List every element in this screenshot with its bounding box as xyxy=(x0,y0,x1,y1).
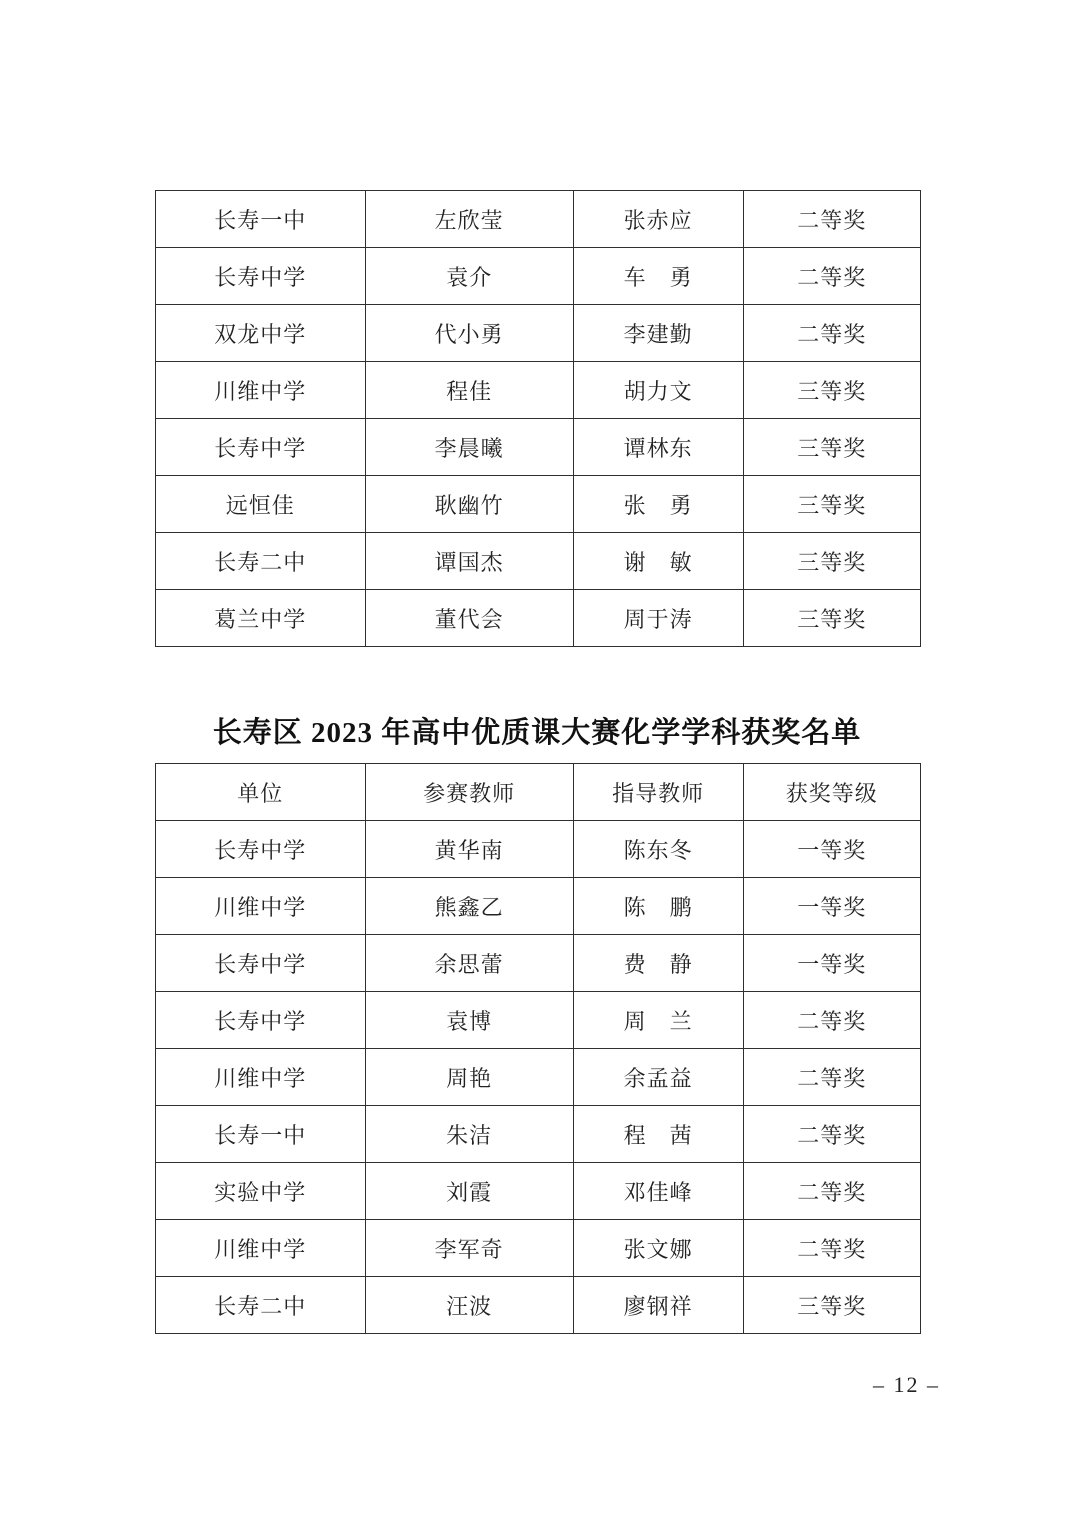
award-cell: 二等奖 xyxy=(743,248,920,305)
award-cell: 一等奖 xyxy=(743,878,920,935)
award-table-continued xyxy=(155,190,921,647)
teacher-cell: 代小勇 xyxy=(365,305,573,362)
advisor-cell: 胡力文 xyxy=(573,362,743,419)
table-row xyxy=(156,1277,921,1334)
advisor-cell: 程 茜 xyxy=(573,1106,743,1163)
award-cell: 二等奖 xyxy=(743,191,920,248)
table-row xyxy=(156,248,921,305)
teacher-cell: 袁博 xyxy=(365,992,573,1049)
award-cell: 一等奖 xyxy=(743,935,920,992)
teacher-cell: 朱洁 xyxy=(365,1106,573,1163)
section-title: 长寿区 2023 年高中优质课大赛化学学科获奖名单 xyxy=(212,717,862,749)
advisor-cell: 张文娜 xyxy=(573,1220,743,1277)
table-row xyxy=(156,590,921,647)
advisor-cell: 余孟益 xyxy=(573,1049,743,1106)
advisor-cell: 周于涛 xyxy=(573,590,743,647)
advisor-cell: 谢 敏 xyxy=(573,533,743,590)
award-cell: 三等奖 xyxy=(743,533,920,590)
unit-cell: 川维中学 xyxy=(156,362,366,419)
award-cell: 三等奖 xyxy=(743,362,920,419)
advisor-cell: 邓佳峰 xyxy=(573,1163,743,1220)
table-row xyxy=(156,1220,921,1277)
unit-cell: 长寿中学 xyxy=(156,419,366,476)
award-cell: 一等奖 xyxy=(743,821,920,878)
unit-cell: 长寿二中 xyxy=(156,1277,366,1334)
award-cell: 二等奖 xyxy=(743,1106,920,1163)
teacher-cell: 李军奇 xyxy=(365,1220,573,1277)
table-row xyxy=(156,191,921,248)
table-row xyxy=(156,935,921,992)
table-row xyxy=(156,362,921,419)
table-row xyxy=(156,305,921,362)
award-cell: 三等奖 xyxy=(743,476,920,533)
unit-cell: 双龙中学 xyxy=(156,305,366,362)
table-row xyxy=(156,1163,921,1220)
award-cell: 二等奖 xyxy=(743,305,920,362)
teacher-cell: 李晨曦 xyxy=(365,419,573,476)
unit-cell: 长寿中学 xyxy=(156,821,366,878)
unit-cell: 实验中学 xyxy=(156,1163,366,1220)
advisor-header: 指导教师 xyxy=(573,764,743,821)
award-cell: 三等奖 xyxy=(743,1277,920,1334)
chemistry-award-table xyxy=(155,763,921,1334)
teacher-cell: 余思蕾 xyxy=(365,935,573,992)
table-row xyxy=(156,419,921,476)
teacher-cell: 程佳 xyxy=(365,362,573,419)
table-row xyxy=(156,476,921,533)
advisor-cell: 费 静 xyxy=(573,935,743,992)
teacher-header: 参赛教师 xyxy=(365,764,573,821)
unit-cell: 长寿一中 xyxy=(156,191,366,248)
table-row xyxy=(156,992,921,1049)
teacher-cell: 谭国杰 xyxy=(365,533,573,590)
unit-cell: 长寿中学 xyxy=(156,935,366,992)
award-header: 获奖等级 xyxy=(743,764,920,821)
advisor-cell: 谭林东 xyxy=(573,419,743,476)
unit-cell: 长寿中学 xyxy=(156,248,366,305)
award-cell: 二等奖 xyxy=(743,1220,920,1277)
teacher-cell: 耿幽竹 xyxy=(365,476,573,533)
unit-cell: 川维中学 xyxy=(156,1220,366,1277)
table-row xyxy=(156,533,921,590)
teacher-cell: 黄华南 xyxy=(365,821,573,878)
award-cell: 三等奖 xyxy=(743,419,920,476)
advisor-cell: 张赤应 xyxy=(573,191,743,248)
advisor-cell: 陈 鹏 xyxy=(573,878,743,935)
unit-cell: 葛兰中学 xyxy=(156,590,366,647)
teacher-cell: 左欣莹 xyxy=(365,191,573,248)
unit-cell: 远恒佳 xyxy=(156,476,366,533)
unit-cell: 川维中学 xyxy=(156,1049,366,1106)
table-row xyxy=(156,1049,921,1106)
teacher-cell: 董代会 xyxy=(365,590,573,647)
award-cell: 二等奖 xyxy=(743,1049,920,1106)
unit-cell: 长寿二中 xyxy=(156,533,366,590)
advisor-cell: 廖钢祥 xyxy=(573,1277,743,1334)
unit-header: 单位 xyxy=(156,764,366,821)
teacher-cell: 袁介 xyxy=(365,248,573,305)
teacher-cell: 熊鑫乙 xyxy=(365,878,573,935)
advisor-cell: 李建勤 xyxy=(573,305,743,362)
table-row xyxy=(156,821,921,878)
teacher-cell: 刘霞 xyxy=(365,1163,573,1220)
unit-cell: 川维中学 xyxy=(156,878,366,935)
table-header-row xyxy=(156,764,921,821)
teacher-cell: 周艳 xyxy=(365,1049,573,1106)
advisor-cell: 陈东冬 xyxy=(573,821,743,878)
award-cell: 二等奖 xyxy=(743,992,920,1049)
table-row xyxy=(156,1106,921,1163)
advisor-cell: 周 兰 xyxy=(573,992,743,1049)
teacher-cell: 汪波 xyxy=(365,1277,573,1334)
advisor-cell: 车 勇 xyxy=(573,248,743,305)
award-cell: 二等奖 xyxy=(743,1163,920,1220)
advisor-cell: 张 勇 xyxy=(573,476,743,533)
unit-cell: 长寿一中 xyxy=(156,1106,366,1163)
table-row xyxy=(156,878,921,935)
unit-cell: 长寿中学 xyxy=(156,992,366,1049)
award-cell: 三等奖 xyxy=(743,590,920,647)
page-number: – 12 – xyxy=(873,1372,940,1397)
